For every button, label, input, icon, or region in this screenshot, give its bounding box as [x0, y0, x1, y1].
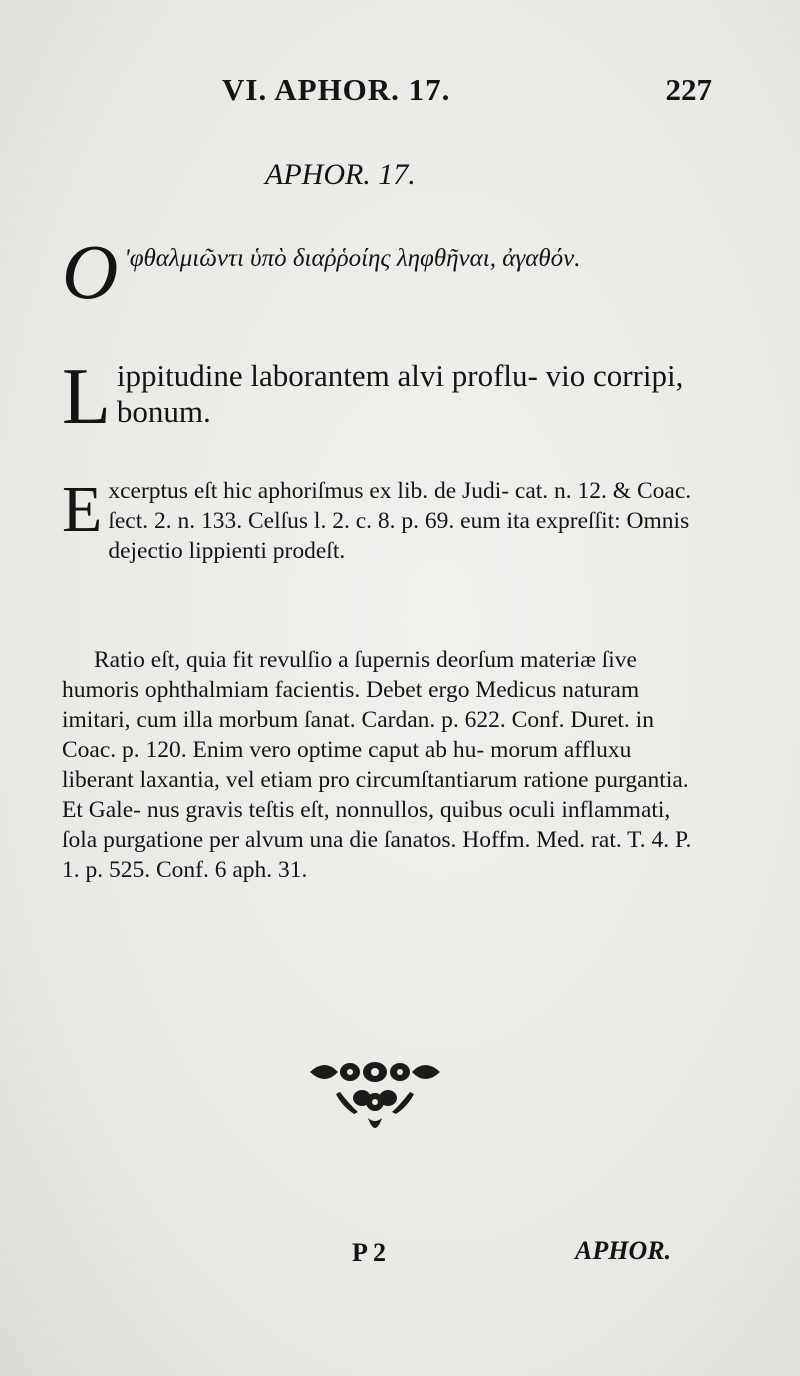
aphorism-title: APHOR. 17.	[265, 158, 416, 191]
latin-translation	[62, 353, 694, 441]
latin-drop-cap: L	[62, 353, 111, 441]
greek-text: 'φθαλμιῶντι ὑπὸ διαῤῥοίης ληφθῆναι, ἀγαθόν.	[124, 245, 581, 272]
commentary-1-text: xcerptus eſt hic aphoriſmus ex lib. de Judi- cat. n. 12. & Coac. ſect. 2. n. 133. Celſus l. 2. c. 8. p. 69. eum ita expreſſit: Omnis dejectio lippienti prodeſt.	[108, 478, 692, 564]
commentary-paragraph-1	[62, 473, 694, 566]
catchword: APHOR.	[575, 1236, 672, 1265]
commentary-drop-cap: E	[62, 473, 103, 546]
fleuron-ornament-icon	[300, 1050, 450, 1140]
greek-aphorism	[62, 228, 694, 315]
commentary-2-text: Ratio eſt, quia fit revulſio a ſupernis deorſum materiæ ſive humoris ophthalmiam facientis. Debet ergo Medicus naturam imitari, cum illa morbum ſanat. Cardan. p. 622. Conf. Duret. in Coac. p. 120. Enim vero optime caput ab hu- morum affluxu liberant laxantia, vel etiam pro circumſtantiarum ratione purgantia. Et Gale- nus gravis teſtis eſt, nonnullos, quibus oculi inflammati, ſola purgatione per alvum una die ſanatos. Hoffm. Med. rat. T. 4. P. 1. p. 525. Conf. 6 aph. 31.	[62, 647, 692, 883]
commentary-paragraph-2	[62, 645, 694, 885]
latin-text: ippitudine laborantem alvi proflu- vio corripi, bonum.	[116, 358, 684, 429]
greek-drop-cap: O	[62, 228, 119, 315]
page-number: 227	[665, 72, 712, 107]
running-head: VI. APHOR. 17.	[222, 72, 451, 107]
page-header	[222, 72, 712, 112]
printer-signature: P 2	[352, 1238, 386, 1267]
